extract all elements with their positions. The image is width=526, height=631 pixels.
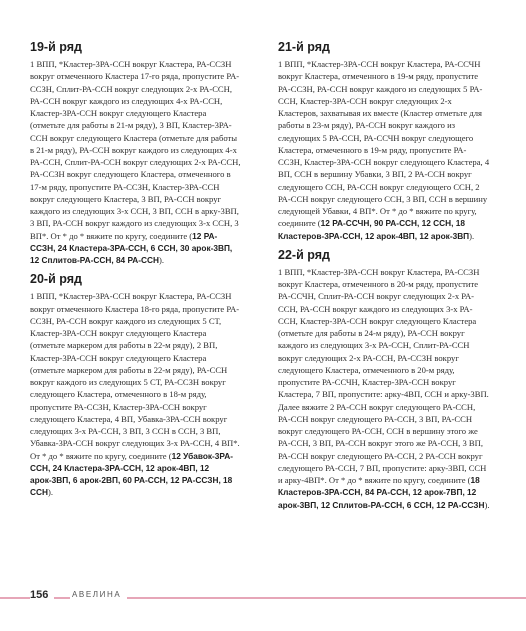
row-20-section <box>30 272 242 498</box>
row-20-repeat: От * до * вяжите по кругу, соедините ( <box>30 450 172 461</box>
row-20-body: 1 ВПП, *Кластер-3РА-ССН вокруг Кластера, РА-ССЗН вокруг отмеченного Кластера 18-го ряда, пропустите РА-ССЗН, РА-ССН вокруг каждого из следующих 5 СТ, Кластер-3РА-ССН вокруг следующего Кластера (отметьте маркером для работы в 22-м ряду), 2 ВП, Кластер-3РА-ССН вокруг следующего Кластера (отметьте маркером для работы в 22-м ряду), РА-ССН вокруг каждого из следующих 5 СТ, РА-ССЗН вокруг следующего Кластера, отмеченного в 18-м ряду, пропустите РА-ССЗН, Кластер-3РА-ССН вокруг следующего Кластера, 4 ВП, Убавка-3РА-ССН вокруг следующих 3-х РА-ССН, 3 ВП, 3 ССН в ССН, 3 ВП, Убавка-3РА-ССН вокруг следующих 3-х РА-ССН, 4 ВП*. <box>30 291 240 449</box>
row-21-section <box>278 40 490 242</box>
row-21-repeat: От * до * вяжите по кругу, соедините ( <box>278 206 477 229</box>
row-20-heading: 20-й ряд <box>30 272 82 287</box>
row-19-repeat: От * до * вяжите по кругу, соедините ( <box>50 230 193 241</box>
row-22-section <box>278 248 490 511</box>
row-22-closing: ). <box>484 499 490 510</box>
row-21-body: 1 ВПП, *Кластер-3РА-ССН вокруг Кластера, РА-ССЧН вокруг Кластера, отмеченного в 19-м ряду, пропустите РА-ССЗН, РА-ССН вокруг каждого из следующих 5 РА-ССН, Кластер-3РА-ССН вокруг следующих 2-х Кластеров, захватывая их вместе (Кластер отметьте для работы в 23-м ряду), РА-ССН вокруг каждого из следующих 5 РА-ССН, РА-ССЧН вокруг следующего Кластера, отмеченного в 19-м ряду, пропустите РА-ССЗН, Кластер-3РА-ССН вокруг следующего Кластера, 4 ВП, ССН в вершину Убавки, 3 ВП, 2 РА-ССН вокруг следующего ССН, РА-ССН вокруг следующего ССН, 2 РА-ССН вокруг следующего ССН, 3 ВП, ССН в вершину следующей Убавки, 4 ВП*. <box>278 59 490 216</box>
row-22-heading: 22-й ряд <box>278 247 330 262</box>
row-22-repeat: От * до * вяжите по кругу, соедините ( <box>328 475 471 485</box>
row-19-heading: 19-й ряд <box>30 40 82 54</box>
row-19-section <box>30 40 242 266</box>
page-footer <box>0 583 526 613</box>
left-column <box>30 40 242 505</box>
row-21-totals: 12 РА-ССЧН, 90 РА-ССН, 12 ССН, 18 Кластеров-3РА-ССН, 12 арок-4ВП, 12 арок-3ВП <box>278 218 470 241</box>
page-number: 156 <box>30 589 54 601</box>
row-19-closing: ). <box>159 255 165 265</box>
row-19-totals: 12 РА-ССЗН, 24 Кластера-3РА-ССН, 6 ССН, 30 арок-3ВП, 12 Сплитов-РА-ССН, 84 РА-ССН <box>30 230 233 265</box>
row-21-closing: ). <box>469 230 475 241</box>
row-19-instructions <box>30 58 242 266</box>
row-19-body: 1 ВПП, *Кластер-3РА-ССН вокруг Кластера, РА-ССЗН вокруг отмеченного Кластера 17-го ряда, пропустите РА-ССЗН, Сплит-РА-ССН вокруг следующих 2-х РА-ССН, РА-ССН вокруг каждого из следующих 4-х РА-ССН, Кластер-3РА-ССН вокруг следующего Кластера (отметьте для работы в 21-м ряду), 3 ВП, Кластер-3РА-ССН вокруг следующего Кластера (отметьте для работы в 21-м ряду), РА-ССН вокруг каждого из следующих 4-х РА-ССН, Сплит-РА-ССН вокруг следующих 2-х РА-ССН, РА-ССЗН вокруг следующего Кластера, отмеченного в 17-м ряду, пропустите РА-ССЗН, Кластер-3РА-ССН вокруг следующего Кластера, 3 ВП, РА-ССН вокруг каждого из следующих 3-х ССН, 3 ВП, ССН в арку-3ВП, 3 ВП, РА-ССН вокруг каждого из следующих 3-х ССН, 3 ВП*. <box>30 59 241 241</box>
row-20-instructions <box>30 290 242 498</box>
row-22-totals: 18 Кластеров-3РА-ССН, 84 РА-ССН, 12 арок-7ВП, 12 арок-3ВП, 12 Сплитов-РА-ССН, 6 ССН, 12 РА-ССЗН <box>278 475 485 510</box>
publisher-name: АВЕЛИНА <box>70 590 127 599</box>
row-22-instructions <box>278 266 490 511</box>
right-column <box>278 40 490 517</box>
row-22-body: 1 ВПП, *Кластер-3РА-ССН вокруг Кластера, РА-ССЗН вокруг Кластера, отмеченного в 20-м ряду, пропустите РА-ССЧН, Сплит-РА-ССН вокруг следующих 2-х РА-ССН, РА-ССН вокруг каждого из следующих 3-х РА-ССН, Кластер-3РА-ССН вокруг следующего Кластера (отметьте для работы в 24-м ряду), РА-ССН вокруг каждого из следующих 3-х РА-ССН, Сплит-РА-ССН вокруг следующих 2-х РА-ССН, РА-ССЗН вокруг следующего Кластера, отмеченного в 20-м ряду, пропустите РА-ССЧН, Кластер-3РА-ССН вокруг Кластера, 7 ВП, пропустите: арку-4ВП, ССН и арку-3ВП. Далее вяжите 2 РА-ССН вокруг следующего РА-ССН, РА-ССН вокруг следующего РА-ССН, 3 ВП, РА-ССН вокруг следующего РА-ССН, ССН в вершину этого же РА-ССН, 3 ВП, РА-ССН вокруг этого же РА-ССН, 3 ВП, РА-ССН вокруг следующего РА-ССН, 2 РА-ССН вокруг следующего РА-ССН, 7 ВП, пропустите: арку-3ВП, ССН и арку-4ВП*. <box>278 266 489 485</box>
row-20-totals: 12 Убавок-3РА-ССН, 24 Кластера-3РА-ССН, 12 арок-4ВП, 12 арок-3ВП, 6 арок-2ВП, 60 РА-ССН, 12 РА-ССЗН, 18 ССН <box>30 450 233 498</box>
row-21-instructions <box>278 58 490 242</box>
row-21-heading: 21-й ряд <box>278 40 330 54</box>
row-20-closing: ). <box>47 487 53 498</box>
